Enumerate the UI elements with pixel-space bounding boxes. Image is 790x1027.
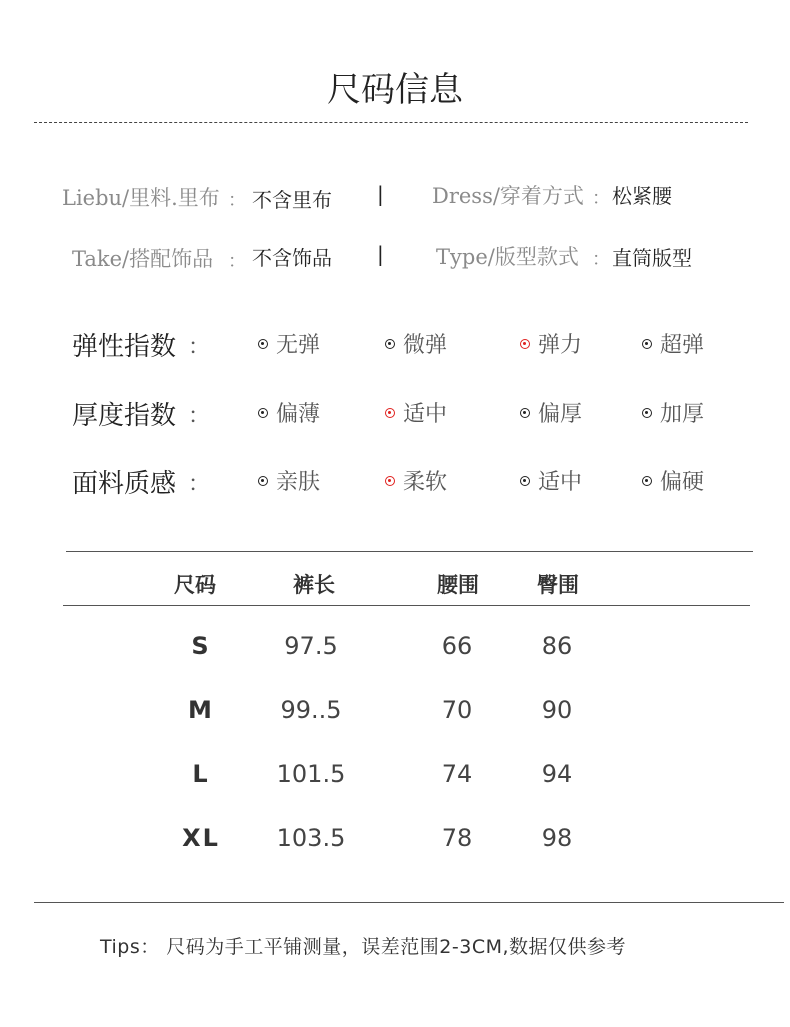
- radio-icon: [258, 476, 268, 486]
- cell-length: 97.5: [284, 632, 338, 660]
- info-value-type: 直筒版型: [612, 246, 692, 270]
- index-option-label: 微弹: [403, 333, 448, 358]
- index-label: 弹性指数: [72, 332, 177, 362]
- info-separator: |: [377, 182, 384, 206]
- tips-text: Tips： 尺码为手工平铺测量，误差范围2-3CM,数据仅供参考: [100, 936, 627, 958]
- radio-icon: [642, 408, 652, 418]
- index-option-label: 偏厚: [538, 402, 583, 427]
- tips-divider: [34, 902, 784, 903]
- index-option: [642, 397, 704, 428]
- index-option: [385, 328, 447, 359]
- table-top-line: [66, 551, 753, 552]
- index-option-label: 适中: [403, 402, 448, 427]
- info-value-accessories: 不含饰品: [252, 246, 332, 270]
- header-size: 尺码: [174, 573, 216, 597]
- header-waist: 腰围: [437, 573, 479, 597]
- cell-hip: 98: [541, 824, 573, 852]
- info-key-type: Type/版型款式: [436, 245, 579, 269]
- index-option-label: 偏硬: [660, 470, 705, 495]
- index-label: 厚度指数: [72, 401, 177, 431]
- info-value-dress: 松紧腰: [612, 184, 672, 208]
- index-option: [385, 397, 447, 428]
- cell-length: 103.5: [276, 824, 346, 852]
- index-option-label: 亲肤: [276, 470, 321, 495]
- index-option-label: 偏薄: [276, 402, 321, 427]
- index-option: [258, 465, 320, 496]
- info-colon: ：: [592, 188, 610, 209]
- radio-icon: [642, 339, 652, 349]
- index-option: [258, 328, 320, 359]
- radio-icon: [258, 408, 268, 418]
- radio-icon: [258, 339, 268, 349]
- page-title: 尺码信息: [327, 70, 463, 110]
- info-key-accessories: Take/搭配饰品: [72, 247, 214, 271]
- index-colon: ：: [188, 335, 211, 360]
- info-key-dress: Dress/穿着方式: [432, 184, 584, 208]
- header-length: 裤长: [293, 573, 335, 597]
- index-option: [642, 465, 704, 496]
- index-option: [520, 465, 582, 496]
- title-divider: [34, 122, 748, 123]
- cell-length: 101.5: [276, 760, 346, 788]
- index-colon: ：: [188, 404, 211, 429]
- index-colon: ：: [188, 472, 211, 497]
- info-key-lining: Liebu/里料.里布: [62, 186, 220, 210]
- index-option-label: 无弹: [276, 333, 321, 358]
- radio-icon: [642, 476, 652, 486]
- index-option-label: 适中: [538, 470, 583, 495]
- radio-icon: [520, 408, 530, 418]
- info-colon: ：: [228, 190, 246, 211]
- cell-size: M: [188, 696, 214, 724]
- cell-waist: 70: [441, 696, 473, 724]
- cell-size: S: [191, 632, 211, 660]
- index-option-label: 弹力: [538, 333, 583, 358]
- cell-waist: 74: [441, 760, 473, 788]
- cell-size: L: [192, 760, 210, 788]
- index-option: [642, 328, 704, 359]
- radio-selected-icon: [385, 408, 395, 418]
- radio-icon: [520, 476, 530, 486]
- cell-hip: 94: [541, 760, 573, 788]
- index-label: 面料质感: [72, 469, 177, 499]
- index-option: [520, 328, 582, 359]
- cell-hip: 90: [541, 696, 573, 724]
- index-option-label: 超弹: [660, 333, 705, 358]
- header-hip: 臀围: [537, 573, 579, 597]
- index-option-label: 加厚: [660, 402, 705, 427]
- cell-waist: 66: [441, 632, 473, 660]
- info-colon: ：: [228, 251, 246, 272]
- cell-size: XL: [182, 824, 220, 852]
- info-value-lining: 不含里布: [252, 188, 332, 212]
- info-separator: |: [377, 242, 384, 266]
- index-option-label: 柔软: [403, 470, 448, 495]
- radio-selected-icon: [520, 339, 530, 349]
- info-colon: ：: [592, 249, 610, 270]
- cell-waist: 78: [441, 824, 473, 852]
- cell-hip: 86: [541, 632, 573, 660]
- index-option: [520, 397, 582, 428]
- table-header-line: [63, 605, 750, 606]
- cell-length: 99..5: [280, 696, 342, 724]
- index-option: [385, 465, 447, 496]
- index-option: [258, 397, 320, 428]
- radio-selected-icon: [385, 476, 395, 486]
- radio-icon: [385, 339, 395, 349]
